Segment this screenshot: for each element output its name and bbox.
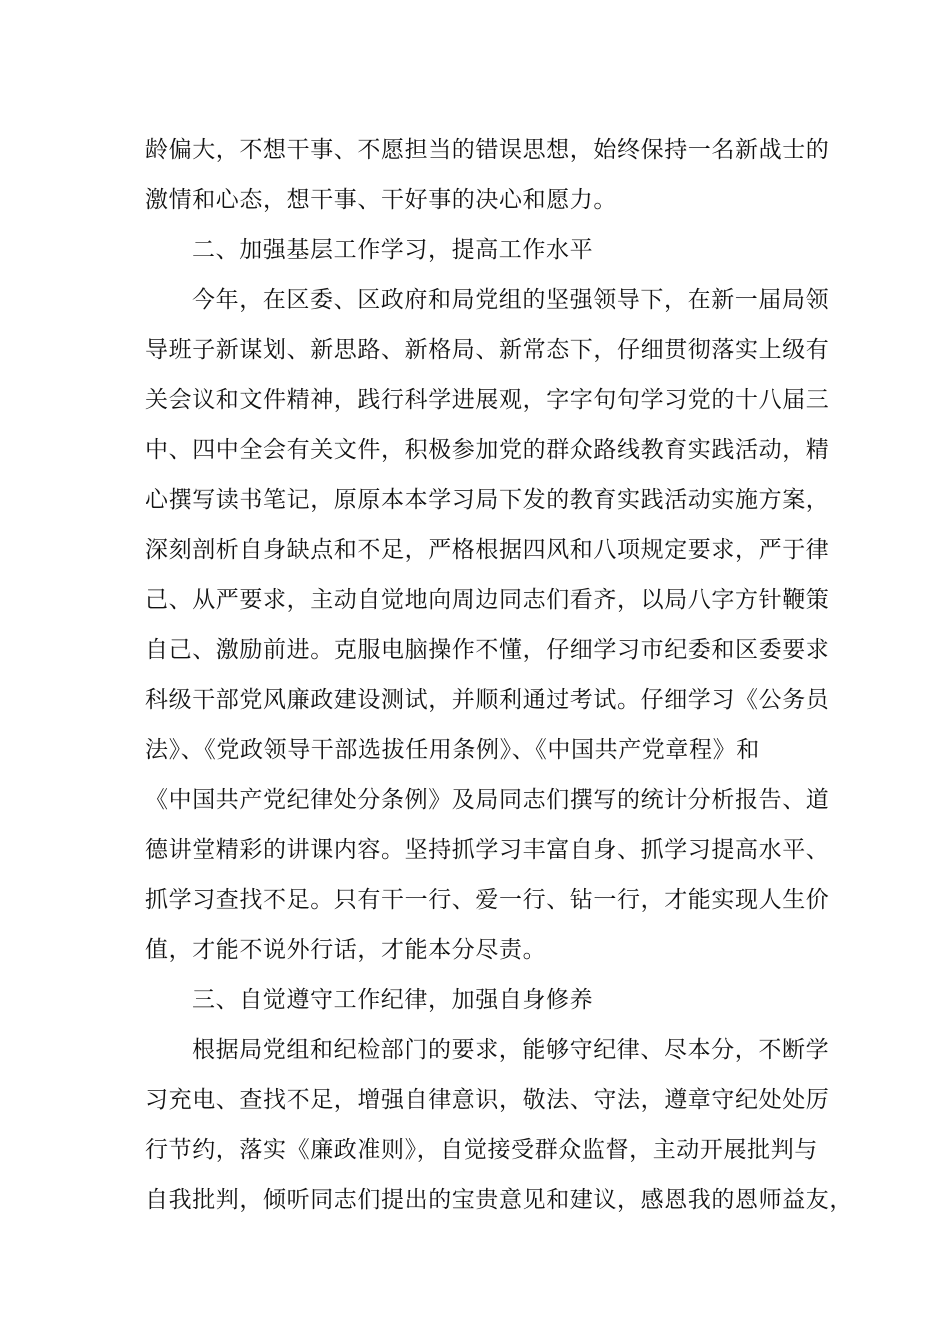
text-line: 中、四中全会有关文件，积极参加党的群众路线教育实践活动，精: [145, 437, 830, 463]
text-line: 法》、《党政领导干部选拔任用条例》、《中国共产党章程》和: [145, 737, 760, 763]
text-line: 今年，在区委、区政府和局党组的坚强领导下，在新一届局领: [192, 287, 830, 313]
text-line: 导班子新谋划、新思路、新格局、新常态下，仔细贯彻落实上级有: [145, 337, 830, 363]
text-line: 激情和心态，想干事、干好事的决心和愿力。: [145, 187, 617, 213]
text-line: 科级干部党风廉政建设测试，并顺利通过考试。仔细学习《公务员: [145, 687, 830, 713]
text-line: 值，才能不说外行话，才能本分尽责。: [145, 937, 547, 963]
text-line: 心撰写读书笔记，原原本本学习局下发的教育实践活动实施方案，: [145, 487, 830, 513]
text-line: 己、从严要求，主动自觉地向周边同志们看齐，以局八字方针鞭策: [145, 587, 830, 613]
text-line: 关会议和文件精神，践行科学进展观，字字句句学习党的十八届三: [145, 387, 830, 413]
text-line: 行节约，落实《廉政准则》，自觉接受群众监督，主动开展批判与: [145, 1137, 818, 1163]
text-line: 龄偏大，不想干事、不愿担当的错误思想，始终保持一名新战士的: [145, 137, 830, 163]
text-line: 自己、激励前进。克服电脑操作不懂，仔细学习市纪委和区委要求: [145, 637, 830, 663]
section-heading: 三、自觉遵守工作纪律，加强自身修养: [192, 987, 594, 1013]
text-line: 根据局党组和纪检部门的要求，能够守纪律、尽本分，不断学: [192, 1037, 830, 1063]
text-line: 抓学习查找不足。只有干一行、爱一行、钻一行，才能实现人生价: [145, 887, 830, 913]
text-line: 深刻剖析自身缺点和不足，严格根据四风和八项规定要求，严于律: [145, 537, 830, 563]
text-line: 自我批判，倾听同志们提出的宝贵意见和建议，感恩我的恩师益友，: [145, 1187, 853, 1213]
text-line: 习充电、查找不足，增强自律意识，敬法、守法，遵章守纪处处厉: [145, 1087, 830, 1113]
section-heading: 二、加强基层工作学习，提高工作水平: [192, 237, 594, 263]
text-line: 《中国共产党纪律处分条例》及局同志们撰写的统计分析报告、道: [145, 787, 830, 813]
text-line: 德讲堂精彩的讲课内容。坚持抓学习丰富自身、抓学习提高水平、: [145, 837, 830, 863]
